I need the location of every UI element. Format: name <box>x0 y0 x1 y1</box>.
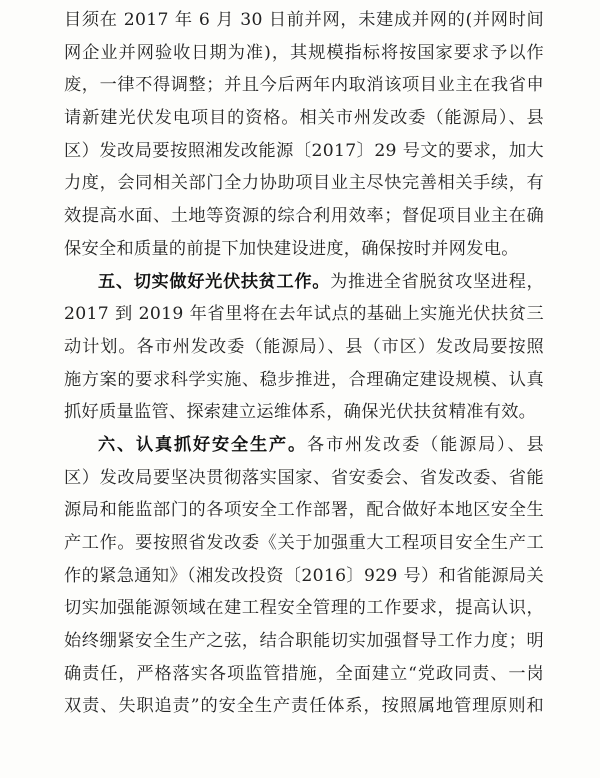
section-five-line <box>64 266 544 299</box>
document-body <box>64 4 544 723</box>
body-line-8: 保安全和质量的前提下加快建设进度，确保按时并网发电。 <box>64 238 519 259</box>
body-line-11: 动计划。各市州发改委（能源局）、县（市区）发改局要按照 <box>64 336 544 357</box>
body-line-1: 目须在 2017 年 6 月 30 日前并网，未建成并网的(并网时间 <box>64 10 544 30</box>
body-line-18: 作的紧急通知》（湘发改投资〔2016〕929 号）和省能源局关 <box>64 565 544 586</box>
body-line-17: 产工作。要按照省发改委《关于加强重大工程项目安全生产工 <box>64 533 544 553</box>
body-line-22: 双责、失职追责”的安全生产责任体系，按照属地管理原则和 <box>64 696 544 717</box>
body-line-15: 区）发改局要坚决贯彻落实国家、省安委会、省发改委、省能 <box>64 467 544 488</box>
section-six-text: 各市州发改委（能源局）、县 <box>307 434 544 455</box>
section-five-text: 为推进全省脱贫攻坚进程， <box>330 271 544 292</box>
body-line-10: 2017 到 2019 年省里将在去年试点的基础上实施光伏扶贫三 <box>64 304 544 325</box>
body-line-5: 区）发改局要按照湘发改能源〔2017〕29 号文的要求，加大 <box>64 140 544 161</box>
body-line-20: 始终绷紧安全生产之弦，结合职能切实加强督导工作力度；明 <box>64 631 544 652</box>
body-line-3: 废，一律不得调整；并且今后两年内取消该项目业主在我省申 <box>64 75 544 96</box>
section-five-heading: 五、切实做好光伏扶贫工作。 <box>98 271 331 292</box>
body-line-12: 施方案的要求科学实施、稳步推进，合理确定建设规模、认真 <box>64 369 544 390</box>
section-six-line <box>64 429 544 462</box>
body-line-7: 效提高水面、土地等资源的综合利用效率；督促项目业主在确 <box>64 206 544 227</box>
body-line-21: 确责任，严格落实各项监管措施，全面建立“党政同责、一岗 <box>64 663 544 684</box>
body-line-13: 抓好质量监管、探索建立运维体系，确保光伏扶贫精准有效。 <box>64 402 537 423</box>
body-line-19: 切实加强能源领域在建工程安全管理的工作要求，提高认识， <box>64 598 544 619</box>
body-line-2: 网企业并网验收日期为准)，其规模指标将按国家要求予以作 <box>64 42 544 63</box>
body-line-6: 力度，会同相关部门全力协助项目业主尽快完善相关手续，有 <box>64 173 544 194</box>
body-line-4: 请新建光伏发电项目的资格。相关市州发改委（能源局）、县 <box>64 108 544 129</box>
body-line-16: 源局和能监部门的各项安全工作部署，配合做好本地区安全生 <box>64 500 544 521</box>
section-six-heading: 六、认真抓好安全生产。 <box>98 434 308 455</box>
